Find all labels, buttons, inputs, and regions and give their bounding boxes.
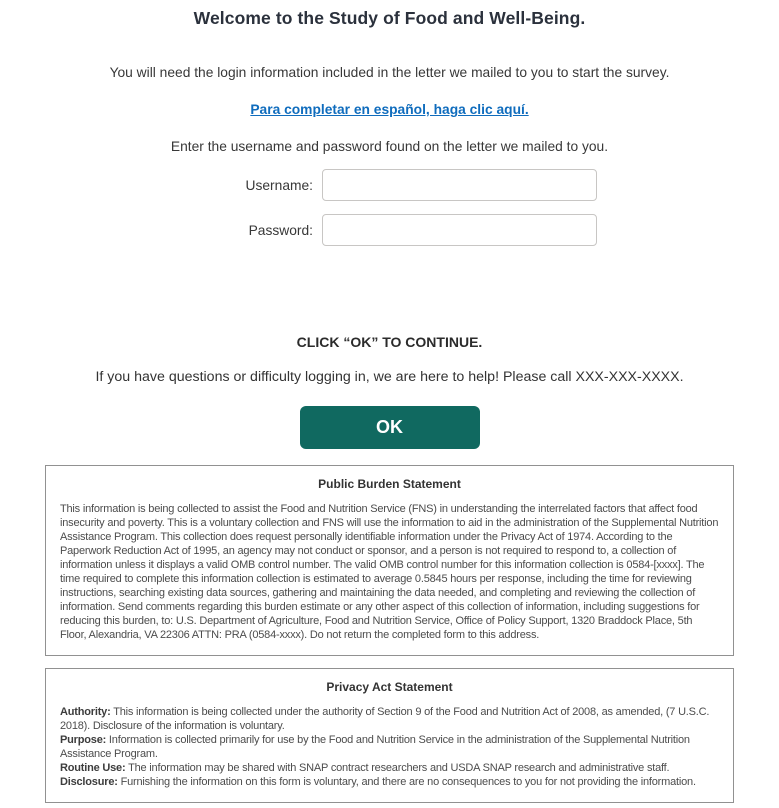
privacy-item-disclosure: [60, 775, 719, 789]
instructions-text: Enter the username and password found on the letter we mailed to you.: [170, 139, 609, 154]
help-text: If you have questions or difficulty logging in, we are here to help! Please call XXX-XXX-XXXX.: [95, 369, 684, 385]
privacy-act-statement-title: Privacy Act Statement: [326, 680, 453, 694]
privacy-item-authority: [60, 705, 719, 733]
public-burden-statement-text: This information is being collected to assist the Food and Nutrition Service (FNS) in understanding the interrelated factors that affect food insecurity and poverty. This is a voluntary collection and FNS will use the information to aid in the administration of the Supplemental Nutrition Assistance Program. This collection does request personally identifiable information under the Privacy Act of 1974. According to the Paperwork Reduction Act of 1995, an agency may not conduct or sponsor, and a person is not required to respond to, a collection of information unless it displays a valid OMB control number. The valid OMB control number for this information collection is 0584-[xxxx]. The time required to complete this information collection is estimated to average 0.5845 hours per response, including the time for reviewing instructions, searching existing data sources, gathering and maintaining the data needed, and completing and reviewing the collection of information. Send comments regarding this burden estimate or any other aspect of this collection of information, including suggestions for reducing this burden, to: U.S. Department of Agriculture, Food and Nutrition Service, Office of Policy Support, 1320 Braddock Place, 5th Floor, Alexandria, VA 22306 ATTN: PRA (0584-xxxx). Do not return the completed form to this address.: [60, 503, 719, 641]
privacy-act-statement-box: [45, 668, 734, 803]
privacy-item-label: Routine Use:: [60, 762, 126, 774]
privacy-item-text: Information is collected primarily for use by the Food and Nutrition Service in the administration of the Supplemental Nutrition Assistance Program.: [60, 734, 690, 760]
password-input[interactable]: [322, 214, 597, 246]
privacy-item-text: Furnishing the information on this form is voluntary, and there are no consequences to you for not providing the information.: [117, 776, 696, 788]
login-form: [0, 169, 779, 246]
privacy-item-label: Authority:: [60, 706, 111, 718]
privacy-act-statement-text: [60, 705, 719, 789]
spanish-link-row: [0, 101, 779, 119]
intro-text: You will need the login information included in the letter we mailed to you to start the survey.: [109, 65, 670, 80]
privacy-item-label: Disclosure:: [60, 776, 118, 788]
public-burden-statement-title: Public Burden Statement: [318, 477, 461, 491]
continue-note: CLICK “OK” TO CONTINUE.: [296, 334, 483, 350]
spanish-language-link[interactable]: Para completar en español, haga clic aquí.: [250, 102, 529, 117]
username-label: Username:: [245, 177, 313, 193]
username-input[interactable]: [322, 169, 597, 201]
privacy-item-label: Purpose:: [60, 734, 107, 746]
privacy-item-text: This information is being collected under the authority of Section 9 of the Food and Nutrition Act of 2008, as amended, (7 U.S.C. 2018). Disclosure of the information is voluntary.: [60, 706, 710, 732]
password-label: Password:: [248, 222, 313, 238]
privacy-item-text: The information may be shared with SNAP contract researchers and USDA SNAP research and administrative staff.: [125, 762, 670, 774]
ok-button[interactable]: OK: [300, 406, 480, 449]
username-row: [0, 169, 779, 201]
password-row: [0, 214, 779, 246]
public-burden-statement-box: [45, 465, 734, 656]
privacy-item-routine-use: [60, 761, 719, 775]
page-title: Welcome to the Study of Food and Well-Being.: [193, 8, 586, 28]
privacy-item-purpose: [60, 733, 719, 761]
